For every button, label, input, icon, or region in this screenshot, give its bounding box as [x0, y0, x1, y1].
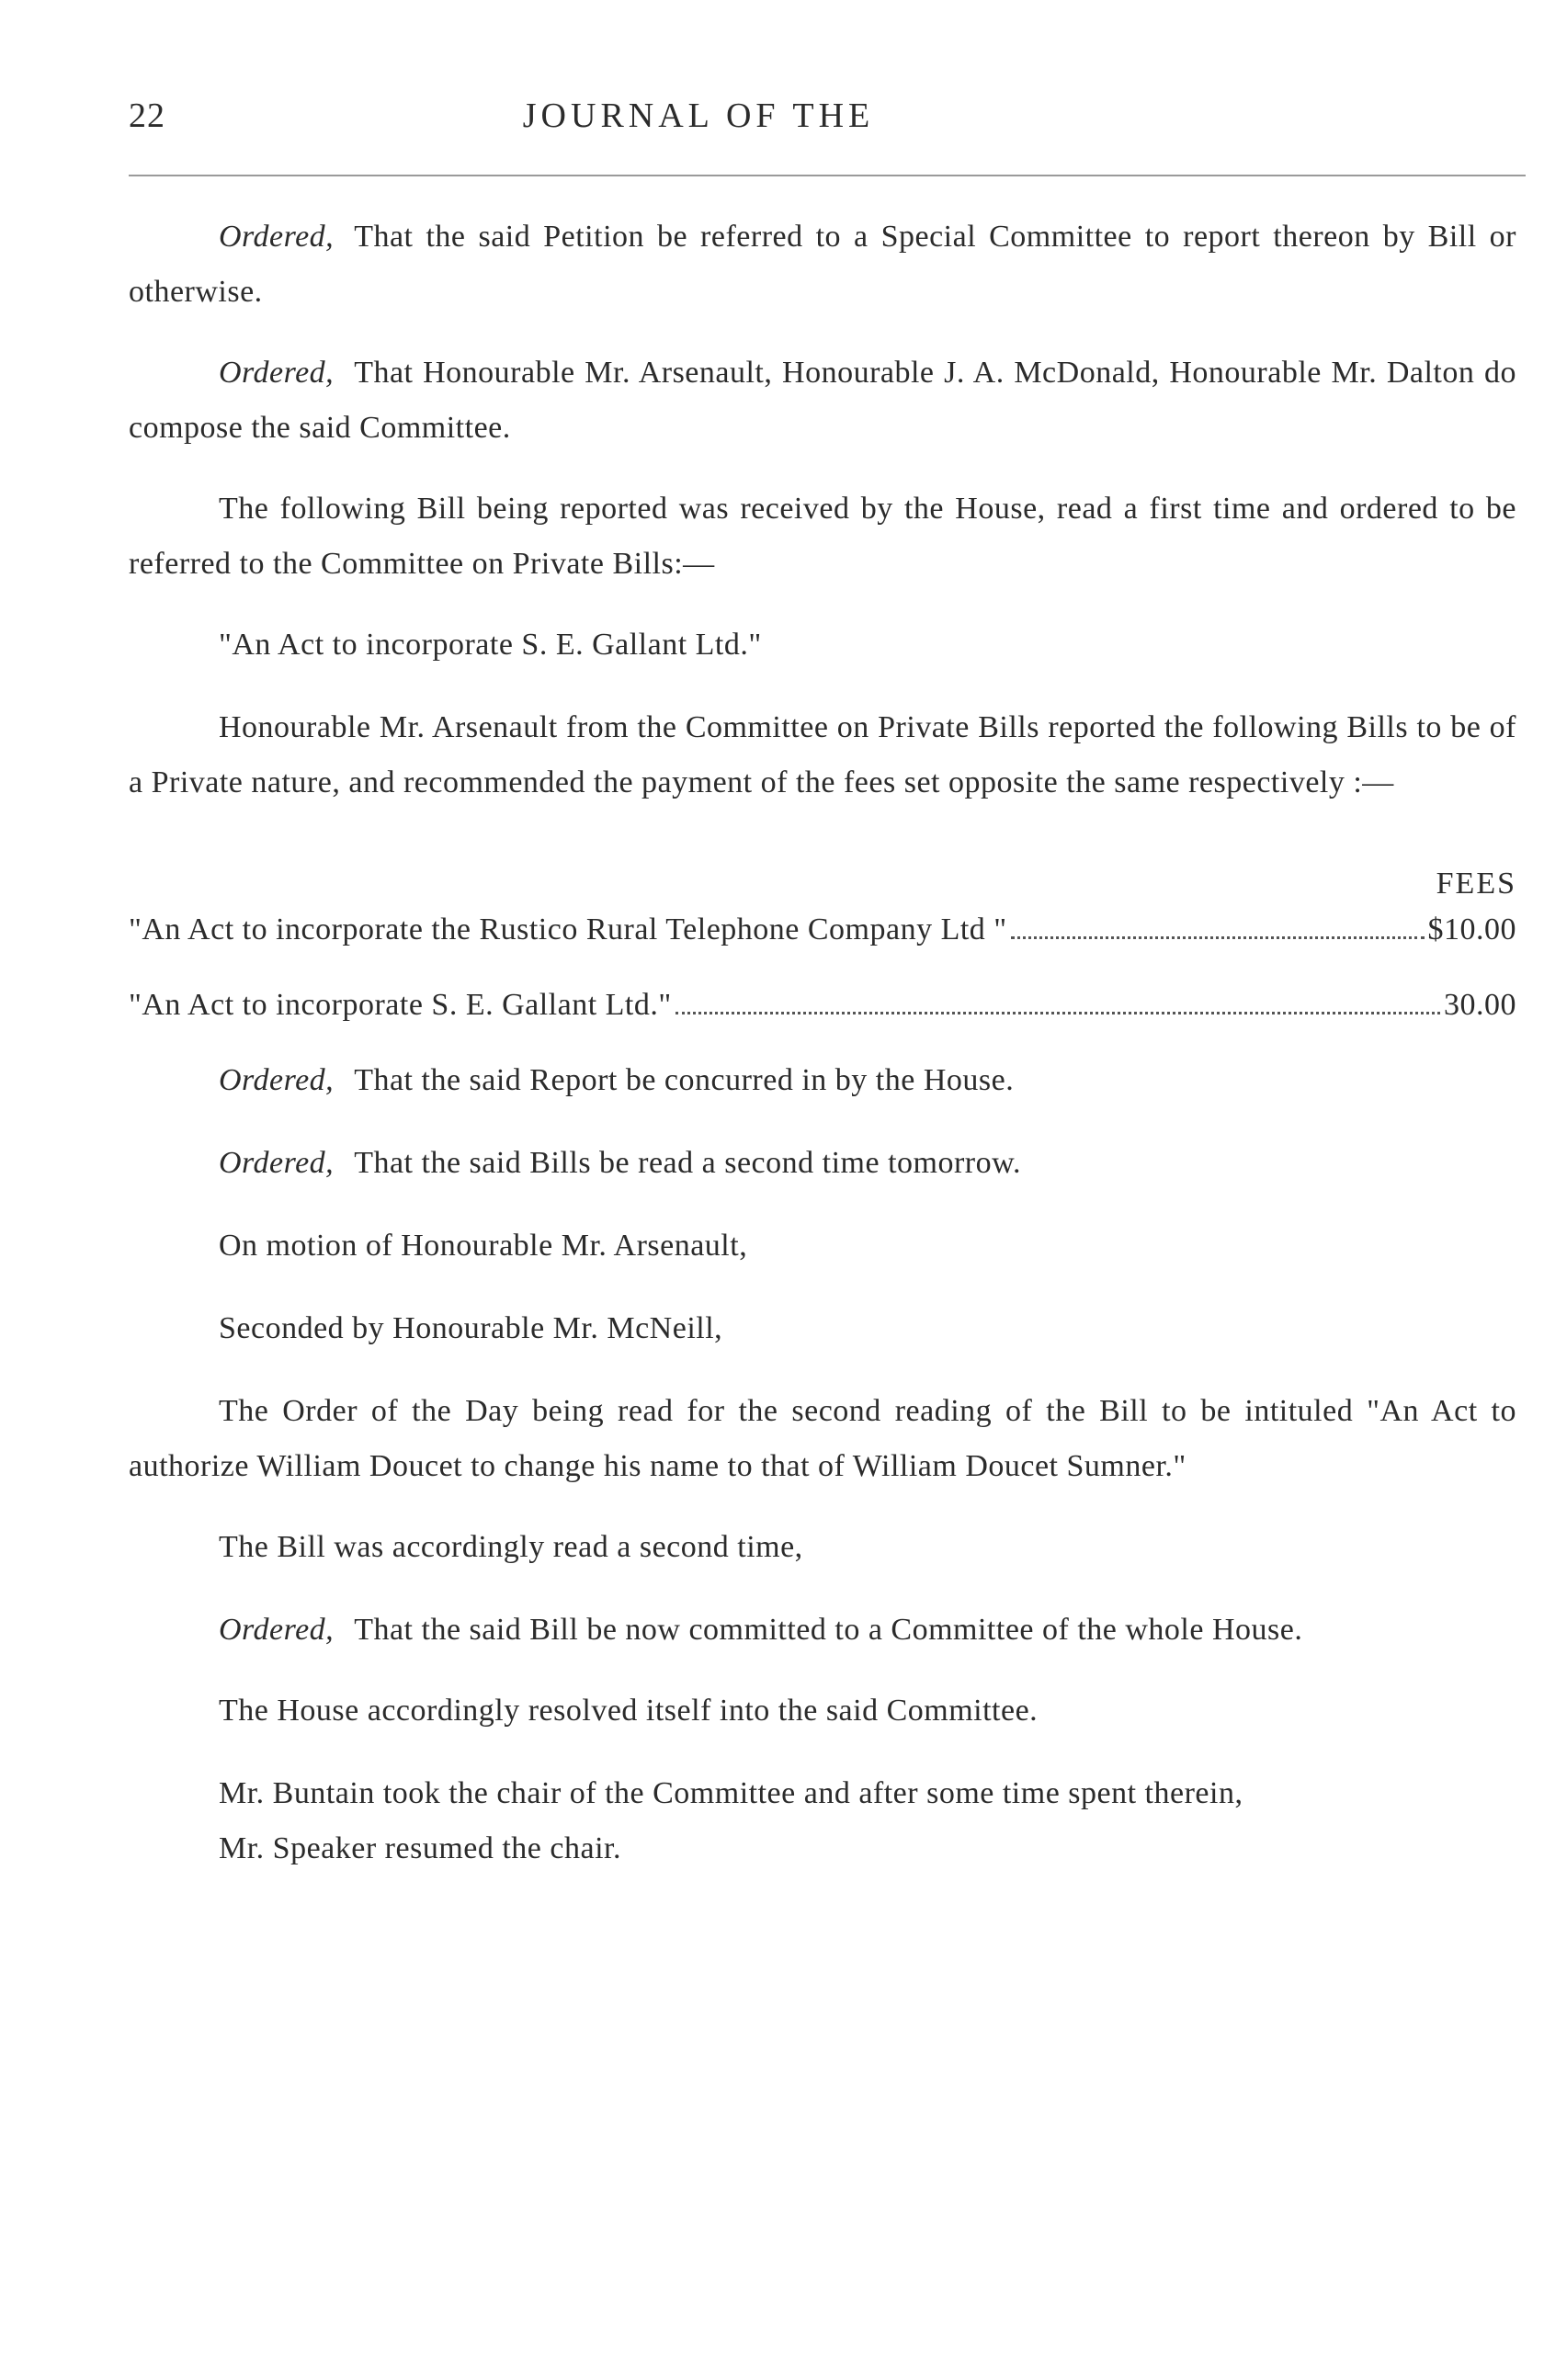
paragraph-text: That Honourable Mr. Arsenault, Honourable J. A. McDonald, Honourable Mr. Dalton do compose the said Committee.: [129, 356, 1516, 445]
page-number: 22: [129, 96, 165, 135]
fee-row: [129, 902, 1516, 958]
paragraph-order-of-day: The Order of the Day being read for the second reading of the Bill to be intituled "An Act to authorize William Doucet to change his name to that of William Doucet Sumner.": [129, 1394, 1516, 1483]
ordered-label: Ordered,: [219, 1146, 335, 1180]
header-rule: [129, 175, 1526, 176]
paragraph-ordered-special-committee: [129, 210, 1516, 320]
paragraph-speaker-resumed: Mr. Speaker resumed the chair.: [219, 1831, 621, 1865]
paragraph-text: That the said Petition be referred to a Special Committee to report thereon by Bill or otherwise.: [129, 220, 1516, 309]
ordered-label: Ordered,: [219, 1613, 335, 1647]
paragraph-seconded: Seconded by Honourable Mr. McNeill,: [219, 1311, 723, 1345]
paragraph-text: That the said Bills be read a second time tomorrow.: [354, 1146, 1021, 1180]
paragraph-buntain-chair: Mr. Buntain took the chair of the Committee and after some time spent therein,: [219, 1776, 1243, 1810]
quoted-act-title: "An Act to incorporate S. E. Gallant Ltd.": [219, 628, 762, 662]
paragraph-ordered-compose-committee: [129, 346, 1516, 456]
paragraph-ordered-committed: [129, 1603, 1516, 1658]
paragraph-private-bills-report: Honourable Mr. Arsenault from the Committee on Private Bills reported the following Bills to be of a Private nature, and recommended the payment of the fees set opposite the same respectively :—: [129, 710, 1516, 799]
fee-row-label: "An Act to incorporate S. E. Gallant Ltd.": [129, 988, 672, 1022]
fee-row-label: "An Act to incorporate the Rustico Rural Telephone Company Ltd ": [129, 912, 1007, 946]
page-header: [129, 96, 1526, 142]
fees-column-header: FEES: [1436, 867, 1516, 901]
fees-table: [129, 866, 1516, 1033]
ordered-label: Ordered,: [219, 1063, 335, 1097]
dot-leader: [1011, 936, 1425, 939]
running-head: JOURNAL OF THE: [522, 96, 875, 135]
paragraph-house-resolved: The House accordingly resolved itself into the said Committee.: [219, 1694, 1039, 1728]
ordered-label: Ordered,: [219, 356, 335, 390]
fee-row-amount: $10.00: [1427, 912, 1516, 946]
paragraph-motion: On motion of Honourable Mr. Arsenault,: [219, 1229, 748, 1263]
paragraph-bill-reported: The following Bill being reported was received by the House, read a first time and ordered to be referred to the Committee on Private Bills:—: [129, 492, 1516, 581]
paragraph-text: That the said Report be concurred in by the House.: [354, 1063, 1015, 1097]
ordered-label: Ordered,: [219, 220, 335, 254]
paragraph-ordered-report-concurred: [129, 1053, 1516, 1108]
paragraph-read-second-time: The Bill was accordingly read a second time,: [219, 1530, 803, 1564]
fee-row-amount: 30.00: [1444, 988, 1516, 1022]
paragraph-text: That the said Bill be now committed to a Committee of the whole House.: [354, 1613, 1303, 1647]
journal-body: [129, 210, 1516, 1876]
paragraph-ordered-second-reading: [129, 1136, 1516, 1191]
fee-row: [129, 978, 1516, 1033]
dot-leader: [676, 1012, 1440, 1014]
